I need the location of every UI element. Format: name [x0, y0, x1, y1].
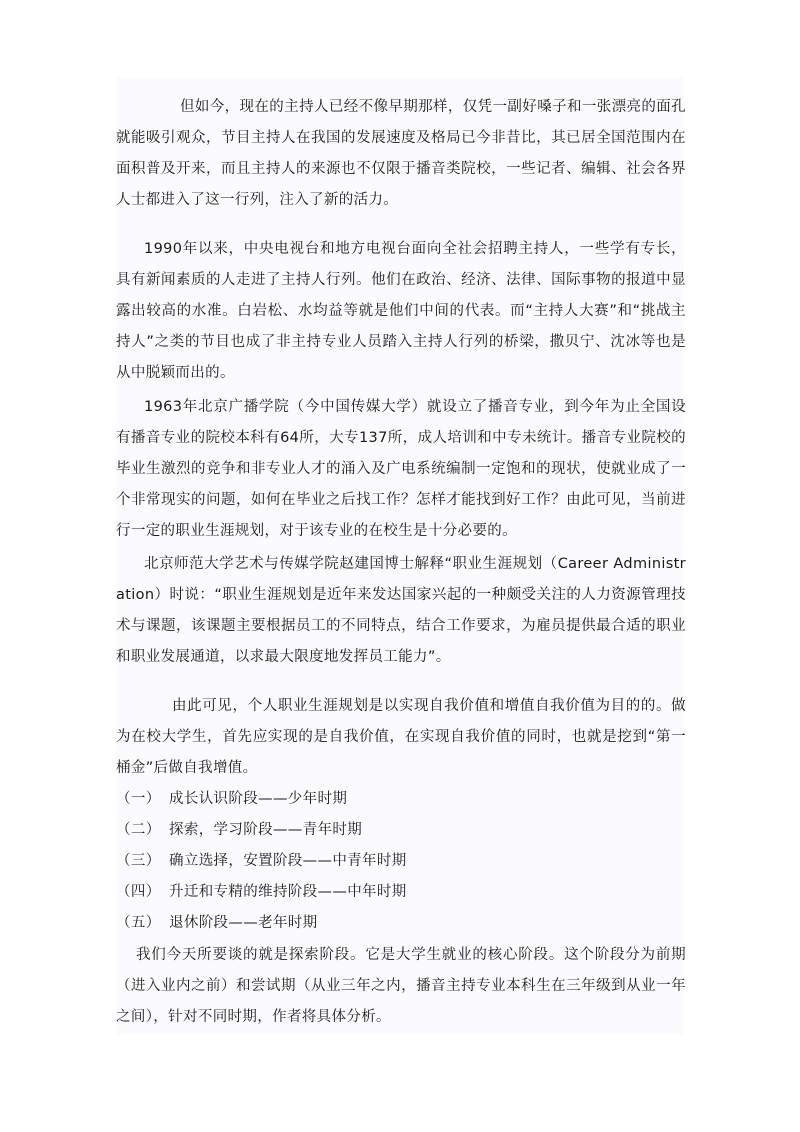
list-text: 成长认识阶段——少年时期 — [169, 791, 348, 807]
list-marker: （四） — [116, 884, 161, 900]
list-item — [116, 815, 676, 846]
paragraph-self-value: 由此可见，个人职业生涯规划是以实现自我价值和增值自我价值为目的的。做为在校大学生，首先应实现的是自我价值，在实现自我价值的同时，也就是挖到“第一桶金”后做自我增值。 — [116, 698, 686, 776]
list-item — [116, 877, 676, 908]
list-item — [116, 784, 676, 815]
list-text: 探索，学习阶段——青年时期 — [169, 822, 363, 838]
list-marker: （一） — [116, 791, 161, 807]
paragraph-broadcasting-schools: 1963年北京广播学院（今中国传媒大学）就设立了播音专业，到今年为止全国设有播音专业的院校本科有64所，大专137所，成人培训和中专未统计。播音专业院校的毕业生激烈的竞争和非专业人才的涌入及广电系统编制一定饱和的现状，使就业成了一个非常现实的问题，如何在毕业之后找工作？怎样才能找到好工作？由此可见，当前进行一定的职业生涯规划，对于该专业的在校生是十分必要的。 — [116, 399, 686, 539]
list-marker: （二） — [116, 822, 161, 838]
list-marker: （五） — [116, 915, 161, 931]
list-item — [116, 908, 676, 939]
list-text: 升迁和专精的维持阶段——中年时期 — [169, 884, 407, 900]
paragraph-cctv-recruitment: 1990年以来，中央电视台和地方电视台面向全社会招聘主持人，一些学有专长，具有新闻素质的人走进了主持人行列。他们在政治、经济、法律、国际事物的报道中显露出较高的水准。白岩松、水均益等就是他们中间的代表。而“主持人大赛”和“挑战主持人”之类的节目也成了非主持专业人员踏入主持人行列的桥梁，撒贝宁、沈冰等也是从中脱颖而出的。 — [116, 241, 686, 381]
list-item — [116, 846, 676, 877]
list-text: 确立选择，安置阶段——中青年时期 — [169, 853, 407, 869]
paragraph-career-definition: 北京师范大学艺术与传媒学院赵建国博士解释“职业生涯规划（Career Administration）时说：“职业生涯规划是近年来发达国家兴起的一种颇受关注的人力资源管理技术与课题，该课题主要根据员工的不同特点，结合工作要求，为雇员提供最合适的职业和职业发展通道，以求最大限度地发挥员工能力”。 — [116, 556, 686, 665]
list-text: 退休阶段——老年时期 — [169, 915, 318, 931]
paragraph-exploration-stage: 我们今天所要谈的就是探索阶段。它是大学生就业的核心阶段。这个阶段分为前期（进入业内之前）和尝试期（从业三年之内，播音主持专业本科生在三年级到从业一年之间），针对不同时期，作者将具体分析。 — [116, 947, 686, 1025]
list-marker: （三） — [116, 853, 161, 869]
paragraph-host-development: 但如今，现在的主持人已经不像早期那样，仅凭一副好嗓子和一张漂亮的面孔就能吸引观众，节目主持人在我国的发展速度及格局已今非昔比，其已居全国范围内在面积普及开来，而且主持人的来源也不仅限于播音类院校，一些记者、编辑、社会各界人士都进入了这一行列，注入了新的活力。 — [116, 99, 686, 208]
